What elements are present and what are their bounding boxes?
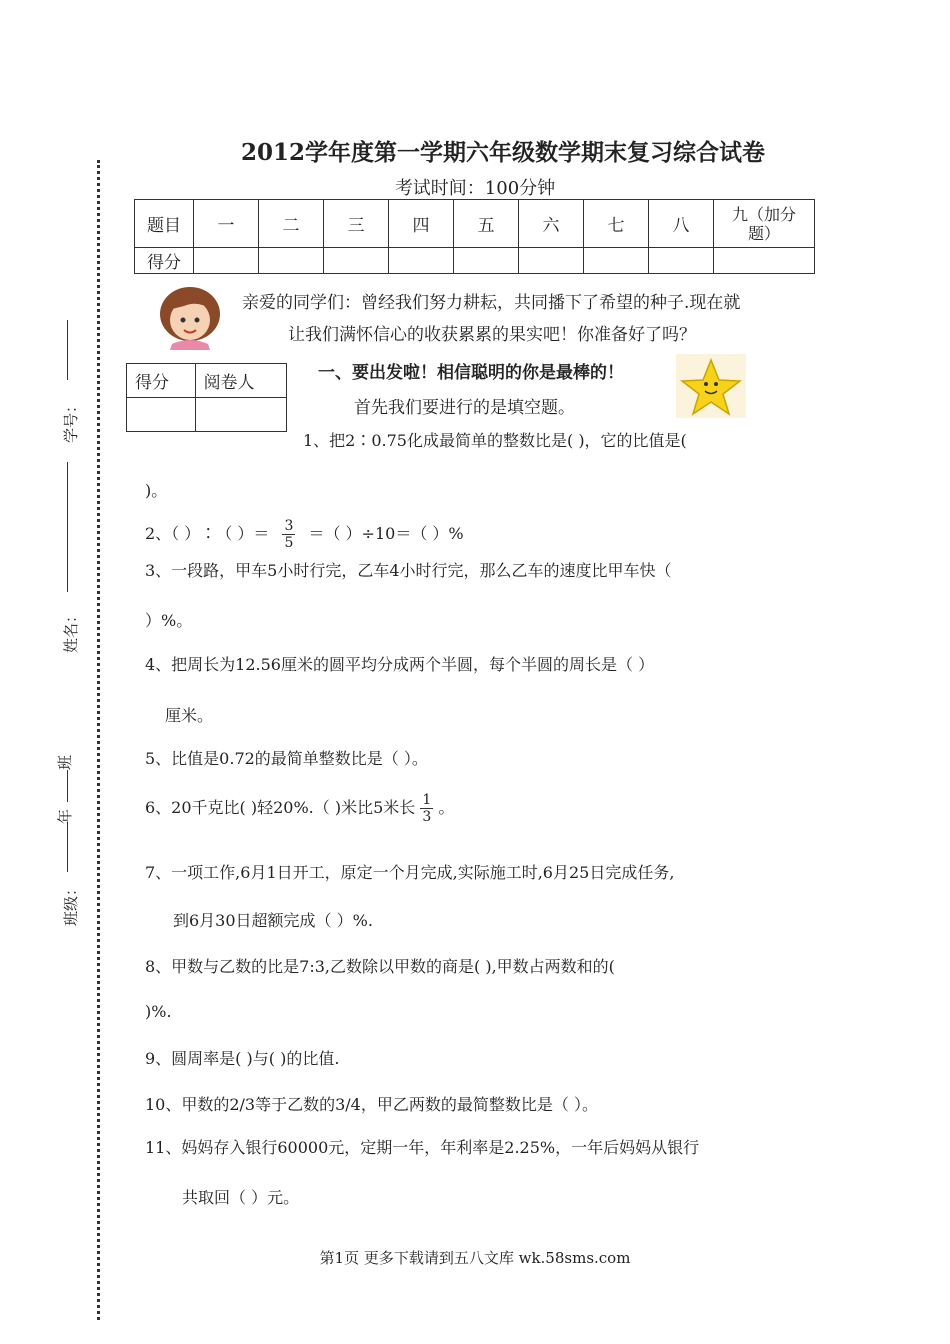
girl-illustration <box>154 284 226 350</box>
question-9: 9、圆周率是( )与( )的比值. <box>145 1049 340 1068</box>
exam-title: 2012学年度第一学期六年级数学期末复习综合试卷 <box>240 139 765 166</box>
greeting-line-1: 亲爱的同学们：曾经我们努力耕耘，共同播下了希望的种子.现在就 <box>242 293 741 313</box>
score-table-header-row <box>135 200 815 248</box>
score-table-header: 二 <box>259 200 324 248</box>
question-2-fraction: $\frac{3}{5}$ <box>284 518 294 551</box>
question-2: 2、（ ）∶（ ）＝ $\frac{3}{5}$ ＝（ ）÷10＝（ ）% <box>145 518 464 551</box>
grader-reviewer-label: 阅卷人 <box>195 364 286 398</box>
question-8-line-1: 8、甲数与乙数的比是7:3,乙数除以甲数的商是( ),甲数占两数和的( <box>145 957 615 976</box>
question-3-line-1: 3、一段路，甲车5小时行完，乙车4小时行完，那么乙车的速度比甲车快（ <box>145 561 672 580</box>
score-table-header: 五 <box>454 200 519 248</box>
score-table-header-bonus: 九（加分题） <box>714 200 815 248</box>
score-table-header: 三 <box>324 200 389 248</box>
score-table-header: 八 <box>649 200 714 248</box>
class-underline-2 <box>67 822 68 872</box>
question-11-line-1: 11、妈妈存入银行60000元，定期一年，年利率是2.25%，一年后妈妈从银行 <box>145 1138 700 1157</box>
binding-dotted-line <box>97 160 100 1320</box>
score-table-score-row <box>135 248 815 274</box>
question-6-fraction: $\frac{1}{3}$ <box>422 792 432 825</box>
class-ban-label: 班 <box>56 754 75 771</box>
score-table-header: 题目 <box>135 200 194 248</box>
greeting-line-2: 让我们满怀信心的收获累累的果实吧！你准备好了吗？ <box>288 325 696 345</box>
score-table <box>134 199 815 274</box>
star-illustration <box>676 354 746 418</box>
question-6: 6、20千克比( )轻20%.（ )米比5米长 $\frac{1}{3}$ 。 <box>145 792 455 825</box>
score-table-header: 四 <box>389 200 454 248</box>
class-year-label: 年 <box>56 808 75 825</box>
class-underline-1 <box>67 770 68 802</box>
score-table-header: 六 <box>519 200 584 248</box>
class-label: 班级： <box>62 880 81 927</box>
question-1-line-2: )。 <box>145 481 168 500</box>
grader-table <box>126 363 287 432</box>
student-no-underline <box>67 320 68 380</box>
question-4-line-2: 厘米。 <box>165 706 214 725</box>
score-table-header: 七 <box>584 200 649 248</box>
question-10: 10、甲数的2/3等于乙数的3/4，甲乙两数的最简整数比是（ ）。 <box>145 1095 598 1114</box>
question-7-line-2: 到6月30日超额完成（ ）%. <box>173 911 373 930</box>
grader-score-label: 得分 <box>127 364 196 398</box>
question-3-line-2: ）%。 <box>145 611 193 630</box>
exam-time: 考试时间：100分钟 <box>394 178 556 199</box>
question-8-line-2: )%. <box>145 1002 172 1021</box>
question-11-line-2: 共取回（ ）元。 <box>182 1188 300 1207</box>
name-label: 姓名： <box>62 607 81 654</box>
score-row-label: 得分 <box>135 248 194 274</box>
question-1-line-1: 1、把2∶0.75化成最简单的整数比是( )，它的比值是( <box>303 431 687 450</box>
question-4-line-1: 4、把周长为12.56厘米的圆平均分成两个半圆，每个半圆的周长是（ ） <box>145 655 655 674</box>
page-footer: 第1页 更多下载请到五八文库 wk.58sms.com <box>319 1249 631 1267</box>
question-7-line-1: 7、一项工作,6月1日开工，原定一个月完成,实际施工时,6月25日完成任务, <box>145 863 675 882</box>
question-5: 5、比值是0.72的最简单整数比是（ ）。 <box>145 749 428 768</box>
score-table-header: 一 <box>194 200 259 248</box>
name-underline <box>67 462 68 592</box>
section-1-intro: 首先我们要进行的是填空题。 <box>354 398 575 418</box>
section-1-title: 一、要出发啦！相信聪明的你是最棒的！ <box>318 363 624 383</box>
student-no-label: 学号： <box>62 397 81 444</box>
